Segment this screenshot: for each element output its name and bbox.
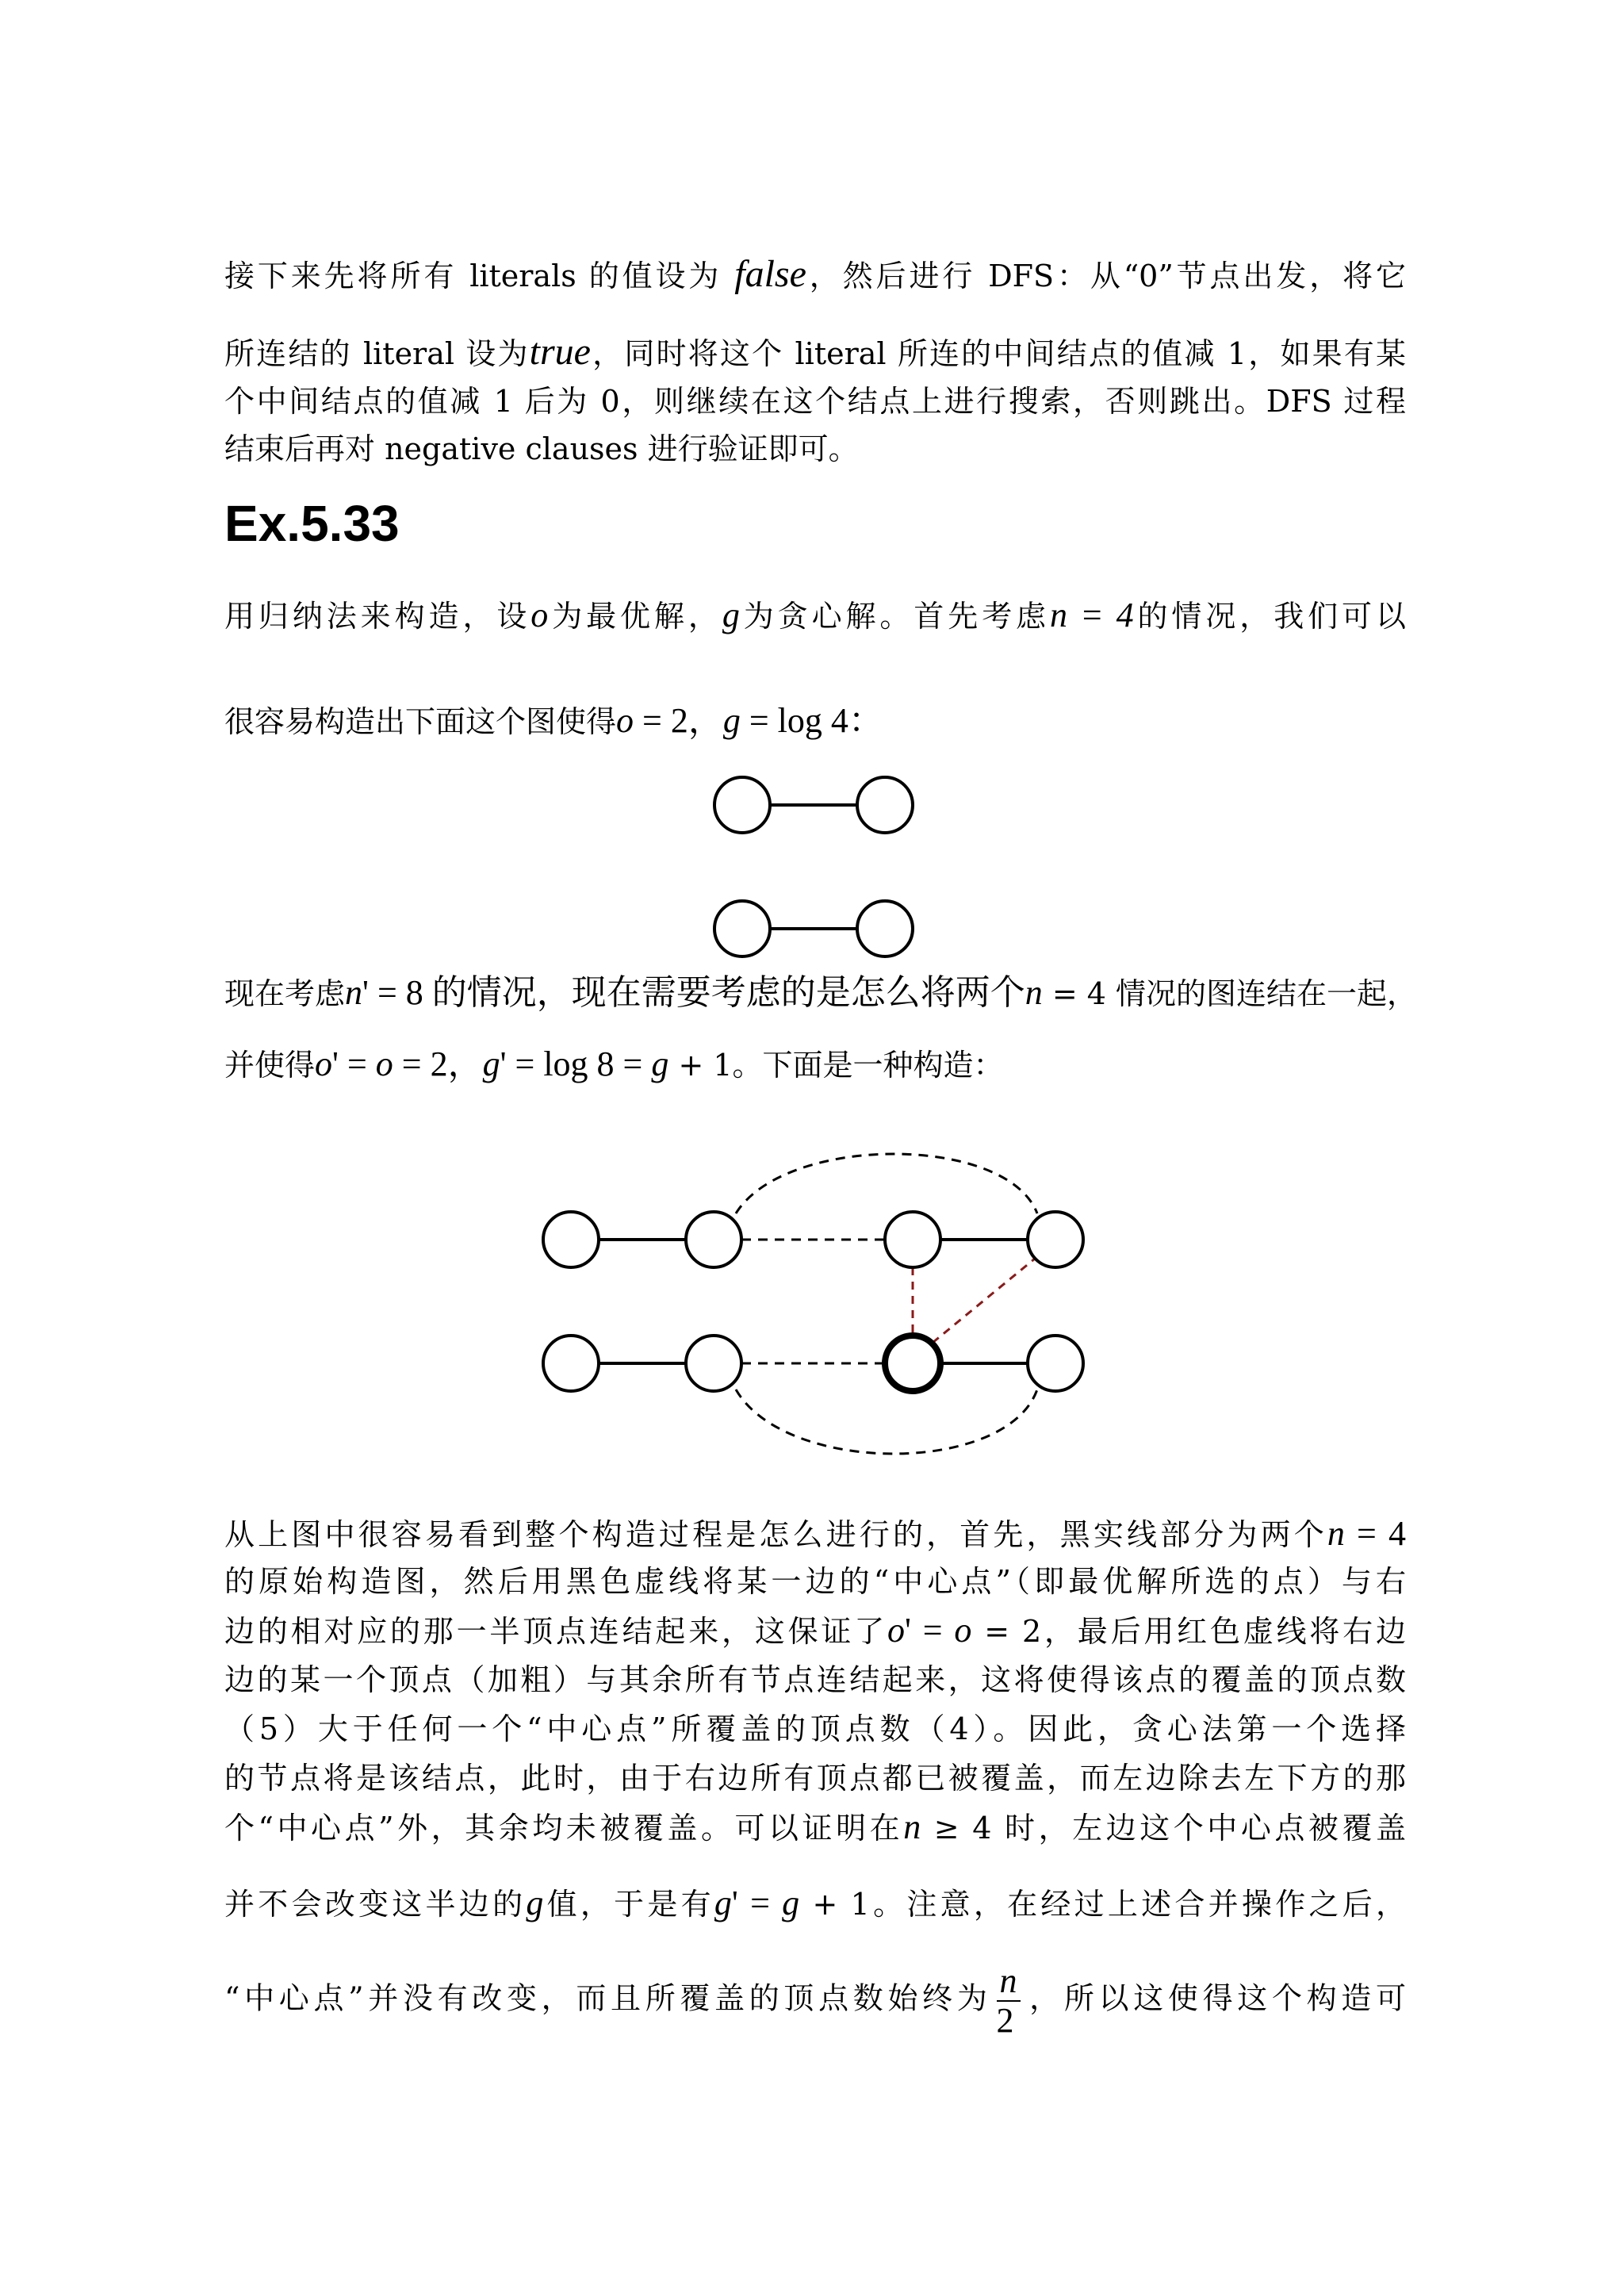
section-heading: Ex.5.33: [224, 495, 400, 552]
para4-line9: “中心点”并没有改变，而且所覆盖的顶点数始终为 $\frac{n}{2}$ ，所以这使得这个构造可: [224, 1961, 1406, 2040]
para2-line1: 用归纳法来构造，设o为最优解，g为贪心解。首先考虑n = 4的情况，我们可以: [224, 596, 1406, 634]
vertex: [714, 901, 770, 956]
dashed-curve-bottom: [736, 1389, 1037, 1454]
para1-line1: 接下来先将所有 literals 的值设为 false，然后进行 DFS：从“0”节点出发，将它: [224, 253, 1406, 295]
vertex: [1028, 1336, 1083, 1391]
vertex: [686, 1212, 741, 1267]
red-dashed-edge-diagonal: [933, 1259, 1035, 1343]
vertex: [857, 901, 913, 956]
para2-line2: 很容易构造出下面这个图使得o = 2，g = log 4：: [224, 701, 883, 740]
para4-line8: 并不会改变这半边的g值，于是有g' = g + 1。注意，在经过上述合并操作之后，: [224, 1884, 1406, 1922]
dashed-curve-top: [736, 1154, 1037, 1213]
para1-line4: 结束后再对 negative clauses 进行验证即可。: [224, 431, 859, 466]
para4-line1: 从上图中很容易看到整个构造过程是怎么进行的，首先，黑实线部分为两个n = 4: [224, 1514, 1406, 1553]
vertex: [714, 777, 770, 833]
fraction-n-over-2: $\frac{n}{2}$: [997, 1962, 1021, 2040]
para4-line4: 边的某一个顶点（加粗）与其余所有节点连结起来，这将使得该点的覆盖的顶点数: [224, 1662, 1406, 1697]
para4-line6: 的节点将是该结点，此时，由于右边所有顶点都已被覆盖，而左边除去左下方的那: [224, 1761, 1406, 1796]
vertex: [1028, 1212, 1083, 1267]
para3-line2: 并使得o' = o = 2，g' = log 8 = g + 1。下面是一种构造：: [224, 1045, 1004, 1083]
para1-line2: 所连结的 literal 设为true，同时将这个 literal 所连的中间结点的值减 1，如果有某: [224, 331, 1406, 373]
para1-line3: 个中间结点的值减 1 后为 0，则继续在这个结点上进行搜索，否则跳出。DFS 过程: [224, 384, 1406, 419]
para4-line3: 边的相对应的那一半顶点连结起来，这保证了o' = o = 2，最后用红色虚线将右边: [224, 1611, 1406, 1650]
bold-vertex: [885, 1336, 940, 1391]
para3-line1: 现在考虑n' = 8 的情况，现在需要考虑的是怎么将两个n = 4 情况的图连结在一起，: [224, 973, 1418, 1012]
vertex: [543, 1336, 599, 1391]
vertex: [857, 777, 913, 833]
para4-line5: （5）大于任何一个“中心点”所覆盖的顶点数（4）。因此，贪心法第一个选择: [224, 1711, 1406, 1746]
vertex: [885, 1212, 940, 1267]
para4-line2: 的原始构造图，然后用黑色虚线将某一边的“中心点”（即最优解所选的点）与右: [224, 1564, 1406, 1599]
vertex: [686, 1336, 741, 1391]
vertex: [543, 1212, 599, 1267]
para4-line7: 个“中心点”外，其余均未被覆盖。可以证明在n ≥ 4 时，左边这个中心点被覆盖: [224, 1807, 1406, 1846]
